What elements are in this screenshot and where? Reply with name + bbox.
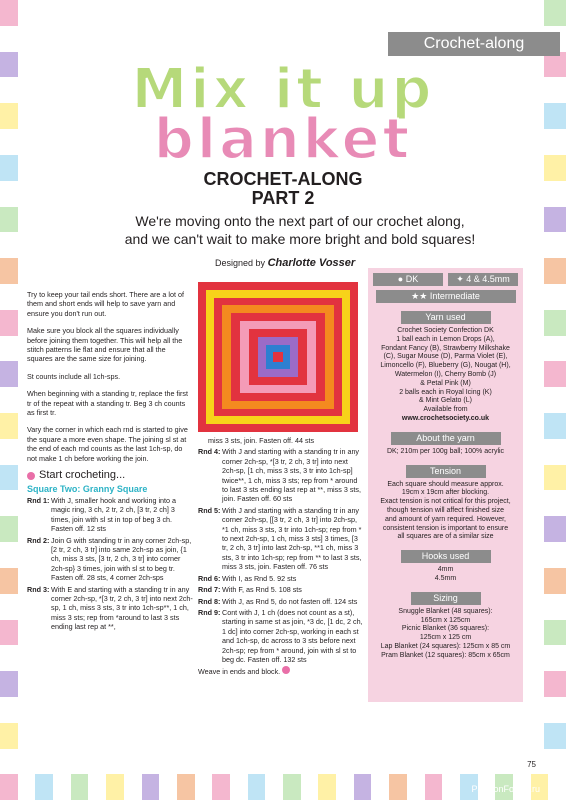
note-paragraph: Make sure you block all the squares individually before joining them together. This will help all the stitch patterns lie flat and ensure that all the squares are the same size for joining.: [27, 326, 183, 364]
note-paragraph: When beginning with a standing tr, replace the first tr of the repeat with a standing tr. Beg 3 ch counts as first tr.: [27, 389, 189, 418]
sizing-line: Snuggle Blanket (48 squares):: [398, 607, 493, 615]
yarn-line: Fondant Fancy (B), Strawberry Milkshake: [381, 344, 510, 352]
round-instruction: [198, 597, 363, 606]
designer-name: Charlotte Vosser: [267, 257, 356, 269]
round-text: Cont with J, 1 ch (does not count as a st), starting in same st as join, *3 dc, [1 dc, 2 ch, 1 dc] into corner 2ch-sp, working in each st and 1ch-sp, dc across to 3 sts before next 2ch-sp; rep from * around, join with sl st to beg dc. Fasten off. 132 sts: [222, 607, 363, 664]
title-line-2: [0, 107, 566, 172]
round-instruction: [198, 608, 363, 664]
tension-line: and amount of yarn required. However,: [384, 515, 506, 523]
tension-line: 19cm x 19cm after blocking.: [401, 489, 490, 497]
granny-square-illustration: [198, 282, 358, 432]
round-text: With F, as Rnd 5. 108 sts: [222, 585, 302, 595]
yarn-list: [368, 327, 523, 424]
round-text: With E and starting with a standing tr in any corner 2ch-sp, *[3 tr, 2 ch, 3 tr] into next 2ch-sp, 1 ch, miss 3 sts, 3 tr into 1ch-sp**, 1 ch, miss 3 sts; rep from *around to last 3 sts ending last rep at **,: [51, 584, 193, 632]
continued-text: miss 3 sts, join. Fasten off. 44 sts: [208, 436, 315, 445]
sizing-line: Lap Blanket (24 squares): 125cm x 85 cm: [380, 642, 511, 650]
end-dot-icon: [282, 666, 290, 674]
yarn-heading: Yarn used: [401, 311, 491, 324]
section-badge: Crochet-along: [388, 32, 560, 56]
instructions-column-2: [198, 436, 363, 677]
sizing-line: Picnic Blanket (36 squares):: [401, 625, 490, 633]
note-paragraph: St counts include all 1ch-sps.: [27, 371, 121, 381]
round-text: With J and starting with a standing tr in any corner 2ch-sp, *[3 tr, 2 ch, 3 tr] into next 2ch-sp, [1 ch, miss 3 sts, 3 tr into 1ch-sp] twice**, 1 ch, miss 3 sts; rep from * around to last 3 sts ending last rep at **, miss 3 sts, join. Fasten off. 60 sts: [222, 447, 362, 504]
bullet-dot-icon: [27, 472, 35, 480]
round-instruction: [27, 536, 193, 583]
tension-line: all squares are of a similar size: [397, 533, 494, 541]
weave-end-text: Weave in ends and block.: [198, 667, 281, 677]
hook-size: 4.5mm: [434, 574, 457, 582]
info-sidebar: [368, 268, 523, 702]
hook-size: 4mm: [437, 566, 454, 574]
yarn-line: Watermelon (I), Cherry Bomb (J): [394, 370, 497, 378]
round-text: With J and starting with a standing tr in any corner 2ch-sp, [[3 tr, 2 ch, 3 tr] into 2ch-sp, *1 ch, miss 3 sts, 3 tr into 1ch-sp; rep from * to next 2ch-sp, 1 ch, miss 3 sts] 3 times, [3 tr, 2 ch, 3 tr] into last 2ch-sp, **1 ch, miss 3 sts, 3 tr into 1ch-sp; rep from ** to last 3 sts, miss 3 sts, join. Fasten off. 76 sts: [222, 505, 362, 572]
round-label: Rnd 6:: [198, 573, 221, 583]
yarn-ball-icon: ●: [397, 274, 404, 284]
weight-text: DK: [405, 274, 419, 284]
level-text: Intermediate: [429, 291, 480, 301]
round-instruction: [198, 574, 363, 583]
note-paragraph: Try to keep your tail ends short. There are a lot of them and short ends will help to save yarn and ensure you don't run out.: [27, 290, 185, 318]
round-instruction: [27, 585, 193, 632]
sizing-line: 165cm x 125cm: [420, 616, 471, 624]
start-heading: [27, 471, 193, 480]
yarn-line: Available from: [423, 406, 468, 414]
tension-list: [368, 481, 523, 543]
intro-line-2: and we can't wait to make more bright and bold squares!: [124, 231, 476, 247]
weight-badge: [373, 273, 443, 286]
round-label: Rnd 2:: [27, 535, 50, 545]
round-text: With J, as Rnd 5, do not fasten off. 124 sts: [222, 596, 358, 606]
tension-line: consistent tension is important to ensure: [382, 524, 509, 532]
tension-line: Exact tension is not critical for this project,: [380, 498, 511, 506]
granny-square-photo: [198, 282, 358, 432]
yarn-line: Crochet Society Confection DK: [397, 327, 494, 334]
designer-label: Designed by: [215, 258, 266, 268]
star-icon: ★★: [411, 291, 428, 301]
round-label: Rnd 3:: [27, 584, 50, 594]
round-instruction: [198, 506, 363, 572]
round-label: Rnd 9:: [198, 607, 221, 617]
supplier-link[interactable]: www.crochetsociety.co.uk: [401, 414, 490, 422]
yarn-line: (C), Sugar Mouse (D), Parma Violet (E),: [383, 353, 508, 361]
yarn-line: Limoncello (F), Blueberry (G), Nougat (H),: [380, 362, 511, 370]
round-label: Rnd 1:: [27, 495, 50, 505]
note-paragraph: Vary the corner in which each rnd is started to give the square a more even shape. The joining sl st at the end of each rnd counts as the last 1ch-sp, do not make 1 ch before working the join.: [27, 425, 188, 463]
yarn-line: 2 balls each in Royal Icing (K): [399, 388, 492, 396]
spec-row: [368, 273, 523, 286]
about-text: DK; 210m per 100g ball; 100% acrylic: [386, 447, 505, 455]
tension-heading: Tension: [406, 465, 486, 478]
hook-badge: [448, 273, 518, 286]
designer-credit: [215, 257, 355, 269]
round-instruction: [198, 447, 363, 503]
yarn-line: 1 ball each in Lemon Drops (A),: [396, 335, 495, 343]
start-heading-text: Start crocheting...: [39, 469, 126, 482]
sizing-line: 125cm x 125 cm: [419, 634, 472, 642]
round-label: Rnd 4:: [198, 447, 221, 457]
round-label: Rnd 7:: [198, 585, 221, 595]
sizing-list: [368, 608, 523, 661]
round-text: With I, as Rnd 5. 92 sts: [222, 573, 297, 583]
hook-text: 4 & 4.5mm: [466, 274, 510, 284]
hooks-list: [368, 566, 523, 584]
round-instruction: [198, 585, 363, 594]
round-text: Join G with standing tr in any corner 2ch-sp, [2 tr, 2 ch, 3 tr] into same 2ch-sp as join, {1 ch, miss 3 sts, [3 tr, 2 ch, 3 tr] into corner 2ch-sp} 3 times, join with sl st to beg tr. Fasten off. 28 sts, 4 corner 2ch-sps: [51, 535, 192, 583]
page-number: 75: [527, 760, 536, 769]
intro-line-1: We're moving onto the next part of our crochet along,: [135, 213, 465, 229]
about-heading: About the yarn: [391, 432, 501, 445]
hook-icon: ✦: [456, 274, 464, 284]
title-line-2-text: blanket: [153, 107, 413, 172]
sizing-heading: Sizing: [411, 592, 481, 605]
sizing-line: Pram Blanket (12 squares): 85cm x 65cm: [381, 651, 510, 659]
square-title: Square Two: Granny Square: [27, 483, 148, 494]
watermark: PassionForum.ru: [471, 784, 540, 794]
title-line-1-text: Mix it up: [131, 57, 435, 122]
tension-line: though tension will affect finished size: [387, 506, 504, 514]
level-badge: [376, 290, 516, 303]
intro-text: [40, 212, 560, 248]
yarn-line: & Mint Gelato (L): [419, 397, 472, 405]
subtitle-line-1: CROCHET-ALONG: [203, 169, 363, 189]
tension-line: Each square should measure approx.: [387, 480, 504, 488]
hooks-heading: Hooks used: [401, 550, 491, 563]
round-instruction: [27, 496, 193, 534]
round-label: Rnd 8:: [198, 596, 221, 606]
subtitle-line-2: PART 2: [251, 188, 315, 208]
yarn-line: & Petal Pink (M): [420, 379, 471, 387]
weave-end-line: [198, 666, 363, 676]
round-label: Rnd 5:: [198, 505, 221, 515]
round-text: With J, smaller hook and working into a magic ring, 3 ch, 2 tr, 2 ch, [3 tr, 2 ch] 3 times, join with sl st in top of beg 3 ch. Fasten off. 12 sts: [51, 495, 177, 534]
notes-column: [27, 290, 193, 634]
